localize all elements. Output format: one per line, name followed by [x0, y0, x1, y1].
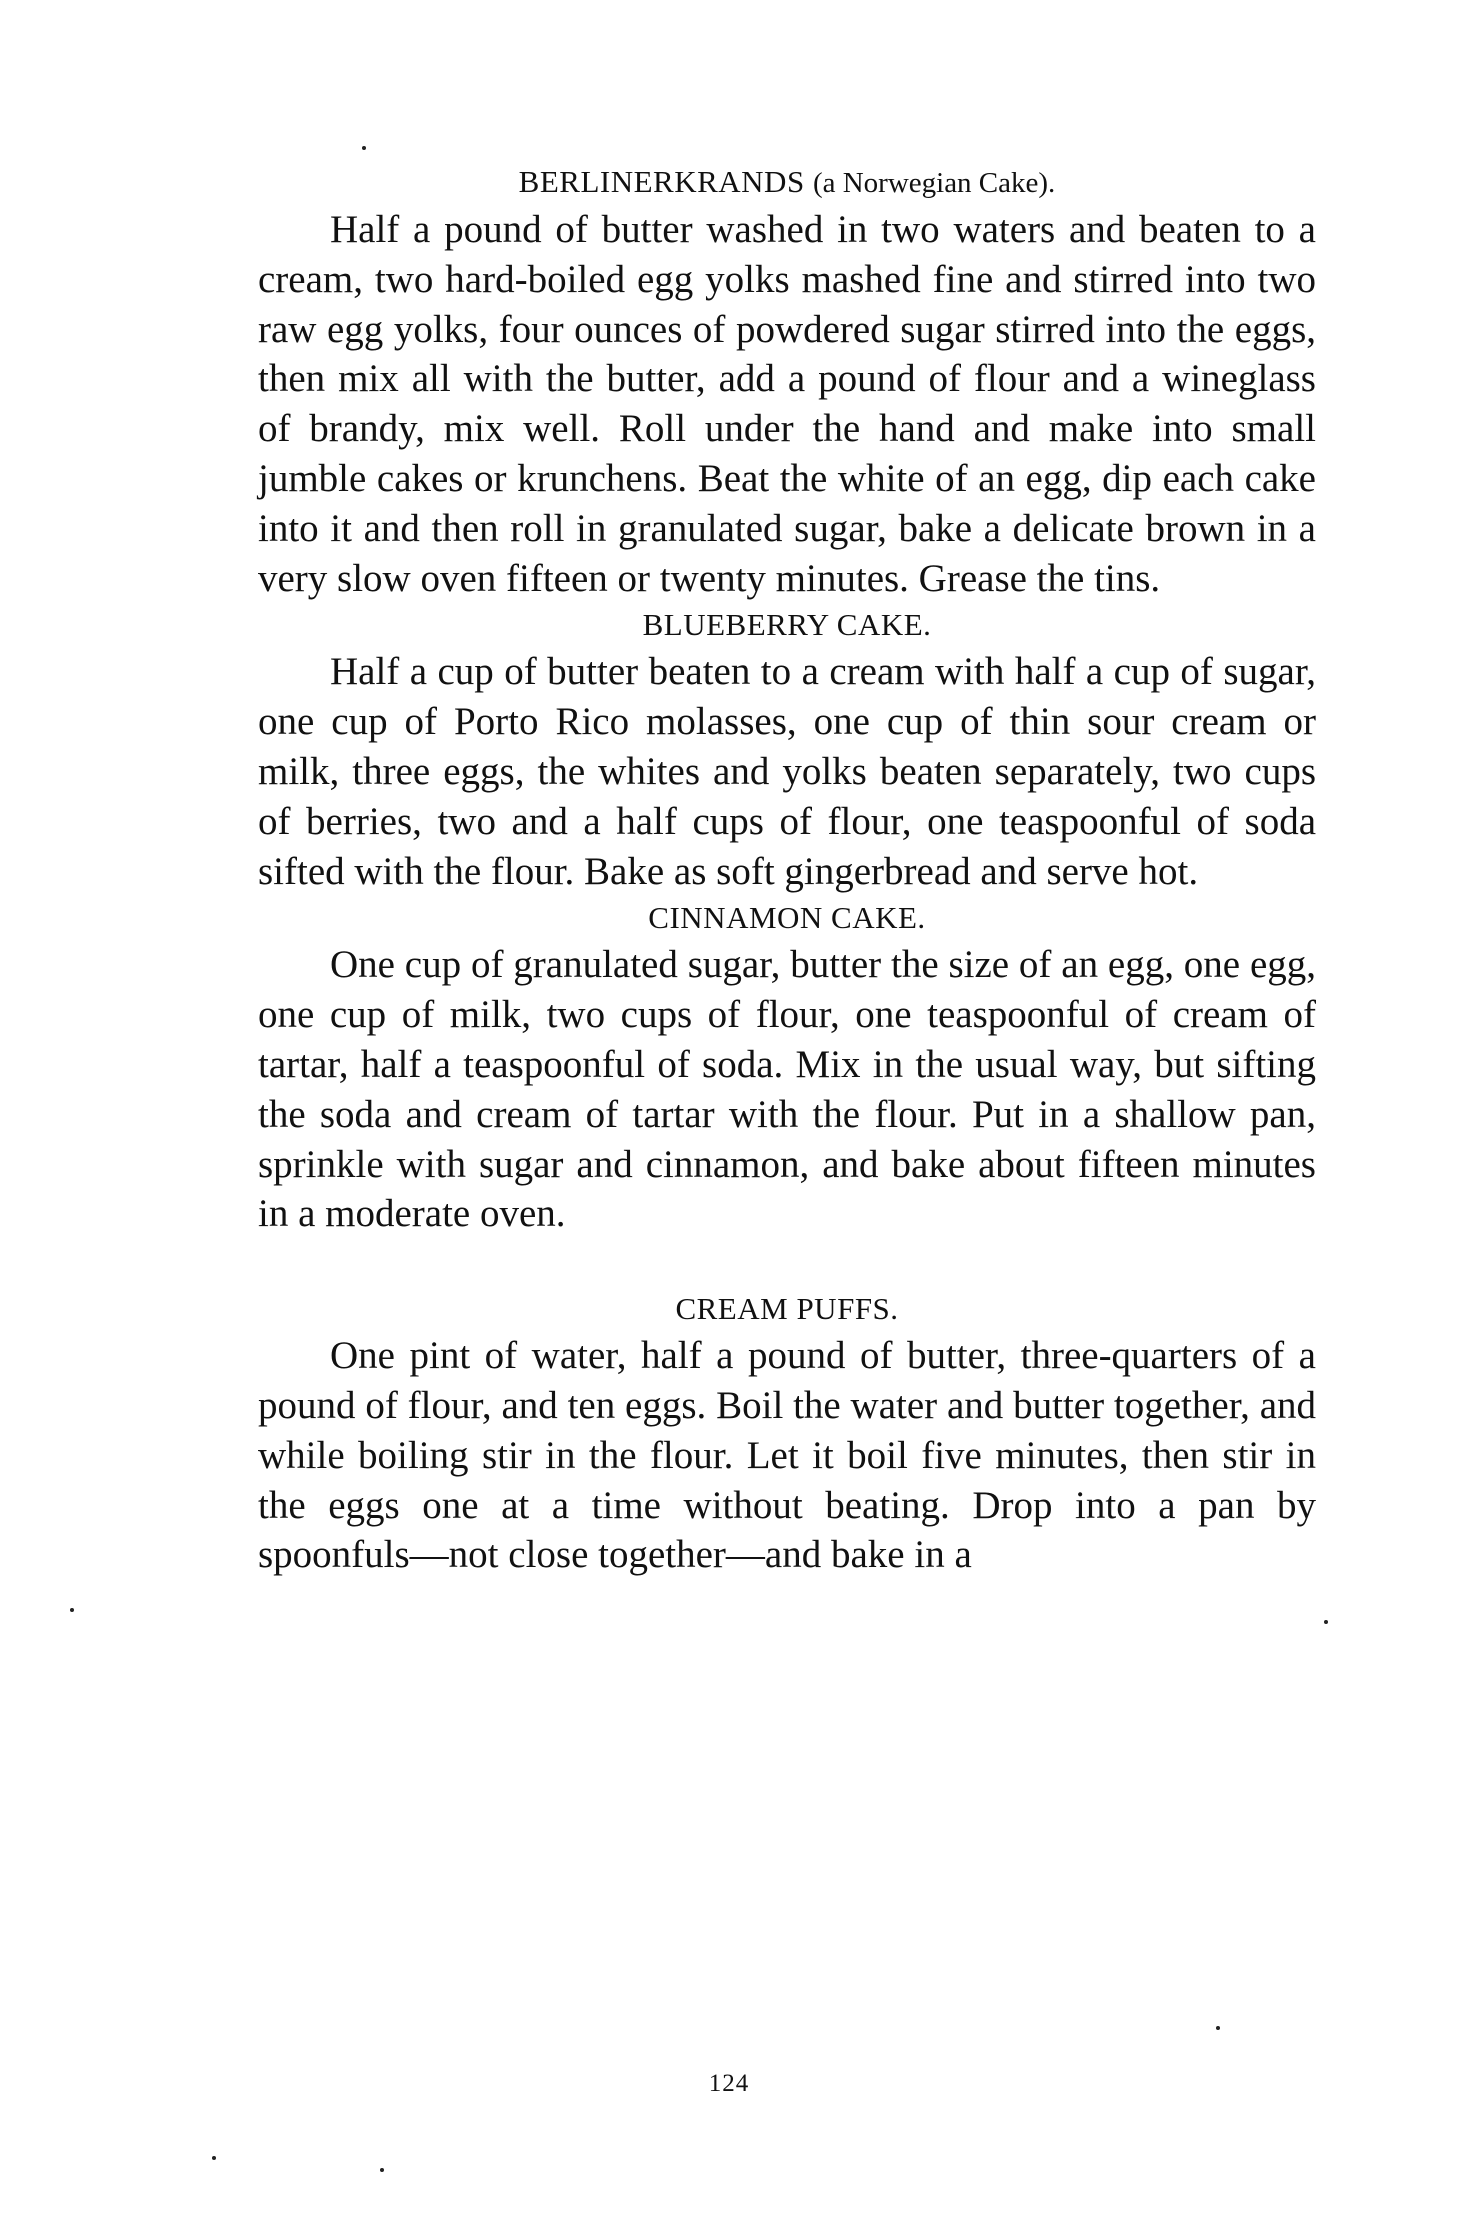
recipe-title-berlinerkrands [258, 160, 1316, 205]
scan-speck [1324, 1620, 1328, 1624]
recipe-body-cinnamon-cake: One cup of granulated sugar, butter the size of an egg, one egg, one cup of milk, two cups of flour, one teaspoonful of cream of tartar, half a teaspoonful of soda. Mix in the usual way, but sifting the soda and cream of tartar with the flour. Put in a shallow pan, sprinkle with sugar and cinnamon, and bake about fifteen minutes in a moderate oven. [258, 943, 1316, 1236]
scan-speck [362, 146, 366, 150]
recipe-body-blueberry-cake: Half a cup of butter beaten to a cream with half a cup of sugar, one cup of Porto Rico molasses, one cup of thin sour cream or milk, three eggs, the whites and yolks beaten separately, two cups of berries, two and a half cups of flour, one teaspoonful of soda sifted with the flour. Bake as soft gingerbread and serve hot. [258, 650, 1316, 893]
book-page [258, 160, 1316, 1580]
recipe-subtitle: (a Norwegian Cake). [812, 167, 1056, 199]
recipe-title-cinnamon-cake: CINNAMON CAKE. [648, 900, 926, 936]
recipe-title-text: BERLINERKRANDS [518, 164, 805, 199]
recipe-title-cream-puffs: CREAM PUFFS. [675, 1291, 899, 1327]
recipe-body-cream-puffs: One pint of water, half a pound of butter, three-quarters of a pound of flour, and ten eggs. Boil the water and butter together, and while boiling stir in the flour. Let it boil five minutes, then stir in the eggs one at a time without beating. Drop into a pan by spoonfuls—not close together—and bake in a [258, 1334, 1316, 1577]
recipe-title-blueberry-cake: BLUEBERRY CAKE. [642, 607, 932, 643]
recipe-body-berlinerkrands: Half a pound of butter washed in two waters and beaten to a cream, two hard-boiled egg yolks mashed fine and stirred into two raw egg yolks, four ounces of powdered sugar stirred into the eggs, then mix all with the butter, add a pound of flour and a wineglass of brandy, mix well. Roll under the hand and make into small jumble cakes or krunchens. Beat the white of an egg, dip each cake into it and then roll in granulated sugar, bake a delicate brown in a very slow oven fifteen or twenty minutes. Grease the tins. [258, 208, 1316, 600]
scan-speck [70, 1608, 74, 1612]
scan-speck [1216, 2026, 1220, 2030]
scan-speck [212, 2156, 216, 2160]
section-spacer [258, 1239, 1316, 1287]
page-number: 124 [708, 2070, 750, 2097]
scan-speck [380, 2168, 384, 2172]
